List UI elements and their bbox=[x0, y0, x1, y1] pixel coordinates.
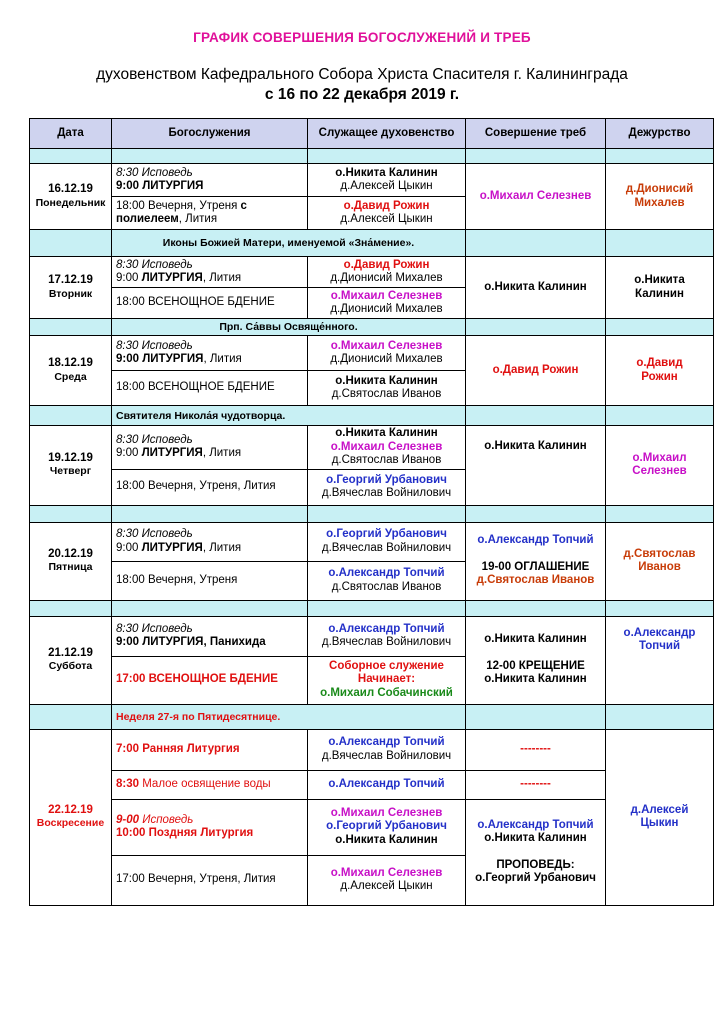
service-cell: 18:00 Вечерня, Утреня bbox=[112, 561, 308, 600]
service-cell: 18:00 Вечерня, Утреня, Лития bbox=[112, 469, 308, 505]
service-text: полиелеем bbox=[116, 213, 179, 225]
date: 19.12.19 bbox=[48, 451, 93, 464]
separator-row bbox=[30, 600, 714, 616]
feast-label: Неделя 27-я по Пятидесятнице. bbox=[112, 704, 466, 729]
treby-cell bbox=[466, 799, 606, 905]
clergy-note: Соборное служение bbox=[329, 659, 444, 672]
feast-label: Святителя Никола́я чудотворца. bbox=[112, 406, 466, 426]
service-time: 8:30 Исповедь bbox=[116, 258, 193, 271]
treby-event: ПРОПОВЕДЬ: bbox=[496, 858, 575, 871]
service-cell: 7:00 Ранняя Литургия bbox=[112, 729, 308, 770]
separator-row bbox=[30, 505, 714, 522]
treby-name: о.Георгий Урбанович bbox=[475, 872, 596, 884]
sep-cell bbox=[606, 230, 714, 257]
duty-name: д.Святослав bbox=[623, 547, 696, 560]
date: 22.12.19 bbox=[48, 803, 93, 816]
treby-cell bbox=[466, 426, 606, 506]
clergy-cell: о.Александр Топчий bbox=[308, 770, 466, 799]
col-duty: Дежурство bbox=[606, 119, 714, 149]
treby-cell bbox=[466, 336, 606, 406]
treby-cell bbox=[466, 522, 606, 600]
clergy-name: д.Святослав Иванов bbox=[331, 388, 442, 400]
sep-cell bbox=[308, 505, 466, 522]
clergy-name: о.Никита Калинин bbox=[335, 427, 438, 439]
sep-cell bbox=[112, 149, 308, 164]
page-subtitle: духовенством Кафедрального Собора Христа Спасителя г. Калининграда bbox=[96, 66, 628, 83]
clergy-name: о.Михаил Селезнев bbox=[330, 806, 443, 819]
service-text: , Лития bbox=[178, 213, 218, 225]
clergy-cell bbox=[308, 561, 466, 600]
duty-name: о.Александр bbox=[623, 626, 696, 639]
sep-cell bbox=[606, 406, 714, 426]
clergy-name: о.Давид Рожин bbox=[343, 199, 430, 212]
treby-name: о.Михаил Селезнев bbox=[479, 189, 592, 202]
date-cell bbox=[30, 336, 112, 406]
sep-cell bbox=[466, 230, 606, 257]
clergy-cell bbox=[308, 288, 466, 319]
sep-cell bbox=[30, 319, 112, 336]
service-time: 8:30 Исповедь bbox=[116, 528, 193, 540]
weekday: Суббота bbox=[48, 660, 93, 672]
clergy-cell bbox=[308, 469, 466, 505]
clergy-name: д.Алексей Цыкин bbox=[340, 180, 433, 192]
date: 18.12.19 bbox=[48, 357, 93, 369]
col-clergy: Служащее духовенство bbox=[308, 119, 466, 149]
sep-cell bbox=[30, 704, 112, 729]
weekday: Воскресение bbox=[36, 817, 105, 829]
clergy-name: о.Михаил Собачинский bbox=[320, 686, 453, 699]
col-date: Дата bbox=[30, 119, 112, 149]
sep-cell bbox=[466, 319, 606, 336]
clergy-name: о.Георгий Урбанович bbox=[326, 528, 447, 540]
service-cell bbox=[112, 616, 308, 656]
clergy-name: о.Георгий Урбанович bbox=[326, 820, 447, 833]
feast-label: Иконы Божией Матери, именуемой «Зна́мение». bbox=[112, 230, 466, 257]
clergy-name: о.Михаил Селезнев bbox=[330, 289, 443, 302]
sep-cell bbox=[606, 319, 714, 336]
service-time: 8:30 Исповедь bbox=[116, 433, 193, 446]
day-row bbox=[30, 522, 714, 561]
weekday: Понедельник bbox=[35, 196, 106, 209]
service-cell: 17:00 Вечерня, Утреня, Лития bbox=[112, 855, 308, 905]
day-row bbox=[30, 257, 714, 288]
treby-name: о.Давид Рожин bbox=[492, 363, 579, 376]
treby-cell: -------- bbox=[466, 770, 606, 799]
feast-label: Прп. Са́ввы Освяще́нного. bbox=[112, 319, 466, 336]
duty-name: Иванов bbox=[638, 561, 681, 573]
sep-cell bbox=[30, 600, 112, 616]
treby-name: о.Никита Калинин bbox=[484, 633, 587, 646]
day-row bbox=[30, 729, 714, 770]
clergy-cell bbox=[308, 522, 466, 561]
sep-cell bbox=[466, 406, 606, 426]
sep-cell bbox=[112, 505, 308, 522]
clergy-name: о.Михаил Селезнев bbox=[330, 440, 443, 453]
duty-name: о.Михаил bbox=[632, 451, 687, 464]
date: 20.12.19 bbox=[48, 547, 93, 560]
service-time: 8:30 Исповедь bbox=[116, 166, 193, 179]
treby-event: 19-00 ОГЛАШЕНИЕ bbox=[481, 560, 590, 573]
date-cell bbox=[30, 616, 112, 704]
clergy-note: Начинает: bbox=[357, 673, 416, 686]
duty-cell bbox=[606, 164, 714, 230]
day-row bbox=[30, 164, 714, 197]
date-cell bbox=[30, 522, 112, 600]
service-cell: 18:00 ВСЕНОЩНОЕ БДЕНИЕ bbox=[112, 288, 308, 319]
clergy-name: д.Дионисий Михалев bbox=[330, 272, 443, 284]
date: 16.12.19 bbox=[48, 183, 93, 195]
service-cell: 8:30 Исповедь 9:00 ЛИТУРГИЯ, Лития bbox=[112, 336, 308, 371]
treby-cell: -------- bbox=[466, 729, 606, 770]
feast-row bbox=[30, 319, 714, 336]
clergy-name: д.Алексей Цыкин bbox=[340, 880, 433, 892]
sep-cell bbox=[30, 406, 112, 426]
clergy-name: д.Вячеслав Войнилович bbox=[321, 487, 452, 499]
day-row bbox=[30, 336, 714, 371]
date: 17.12.19 bbox=[48, 274, 93, 286]
page-period: с 16 по 22 декабря 2019 г. bbox=[264, 86, 460, 103]
clergy-name: о.Александр Топчий bbox=[328, 567, 445, 579]
clergy-name: д.Дионисий Михалев bbox=[330, 353, 443, 365]
duty-cell bbox=[606, 616, 714, 704]
sep-cell bbox=[30, 149, 112, 164]
clergy-name: о.Александр Топчий bbox=[328, 622, 445, 635]
service-text: 18:00 Вечерня, Утреня bbox=[116, 199, 241, 212]
duty-name: о.Никита bbox=[634, 274, 685, 286]
duty-name: Топчий bbox=[638, 640, 681, 652]
clergy-cell bbox=[308, 197, 466, 230]
sep-cell bbox=[30, 505, 112, 522]
clergy-name: о.Александр Топчий bbox=[328, 736, 445, 748]
col-services: Богослужения bbox=[112, 119, 308, 149]
duty-cell bbox=[606, 729, 714, 905]
sep-cell bbox=[606, 149, 714, 164]
clergy-name: д.Святослав Иванов bbox=[331, 454, 442, 466]
header-row bbox=[30, 119, 714, 149]
clergy-name: о.Давид Рожин bbox=[343, 258, 430, 271]
clergy-name: д.Вячеслав Войнилович bbox=[321, 636, 452, 648]
weekday: Вторник bbox=[48, 287, 93, 300]
date-cell bbox=[30, 164, 112, 230]
date-cell bbox=[30, 426, 112, 506]
clergy-name: д.Алексей Цыкин bbox=[340, 213, 433, 225]
date-cell bbox=[30, 257, 112, 319]
treby-cell bbox=[466, 257, 606, 319]
weekday: Среда bbox=[54, 370, 87, 383]
feast-row bbox=[30, 230, 714, 257]
duty-name: Михалев bbox=[634, 196, 685, 209]
service-text: с bbox=[240, 199, 247, 212]
day-row bbox=[30, 616, 714, 656]
clergy-cell bbox=[308, 426, 466, 470]
schedule-table bbox=[29, 118, 714, 906]
duty-name: о.Давид bbox=[636, 357, 683, 369]
treby-name: о.Никита Калинин bbox=[484, 673, 587, 686]
service-cell bbox=[112, 164, 308, 197]
clergy-name: о.Никита Калинин bbox=[335, 374, 438, 387]
sep-cell bbox=[606, 505, 714, 522]
duty-name: Калинин bbox=[635, 287, 684, 300]
sep-cell bbox=[466, 704, 606, 729]
treby-name: д.Святослав Иванов bbox=[476, 574, 595, 587]
sep-cell bbox=[30, 230, 112, 257]
page-title: ГРАФИК СОВЕРШЕНИЯ БОГОСЛУЖЕНИЙ И ТРЕБ bbox=[193, 30, 531, 45]
sep-cell bbox=[308, 600, 466, 616]
treby-name: о.Александр Топчий bbox=[477, 818, 594, 831]
clergy-name: о.Михаил Селезнев bbox=[330, 866, 443, 879]
day-row bbox=[30, 426, 714, 470]
sep-cell bbox=[466, 149, 606, 164]
clergy-cell bbox=[308, 656, 466, 704]
clergy-name: д.Дионисий Михалев bbox=[330, 303, 443, 315]
service-time: 8:30 Исповедь bbox=[116, 622, 193, 635]
duty-name: Рожин bbox=[641, 370, 678, 383]
sep-cell bbox=[606, 600, 714, 616]
clergy-name: о.Никита Калинин bbox=[335, 166, 438, 179]
clergy-cell bbox=[308, 855, 466, 905]
clergy-cell bbox=[308, 257, 466, 288]
duty-cell bbox=[606, 522, 714, 600]
sep-cell bbox=[606, 704, 714, 729]
treby-name: о.Александр Топчий bbox=[477, 534, 594, 547]
service-cell: 17:00 ВСЕНОЩНОЕ БДЕНИЕ bbox=[112, 656, 308, 704]
weekday: Четверг bbox=[49, 465, 92, 478]
service-cell: 9-00 Исповедь 10:00 Поздняя Литургия bbox=[112, 799, 308, 855]
feast-row bbox=[30, 406, 714, 426]
duty-cell bbox=[606, 336, 714, 406]
duty-name: Селезнев bbox=[632, 465, 687, 478]
treby-name: о.Никита Калинин bbox=[484, 440, 587, 452]
col-treby: Совершение треб bbox=[466, 119, 606, 149]
clergy-name: о.Никита Калинин bbox=[335, 833, 438, 846]
treby-cell bbox=[466, 164, 606, 230]
date-cell bbox=[30, 729, 112, 905]
duty-cell bbox=[606, 257, 714, 319]
treby-cell bbox=[466, 616, 606, 704]
sep-cell bbox=[112, 600, 308, 616]
duty-name: д.Алексей bbox=[630, 803, 689, 816]
clergy-name: д.Вячеслав Войнилович bbox=[321, 749, 452, 762]
date: 21.12.19 bbox=[48, 646, 93, 659]
duty-cell bbox=[606, 426, 714, 506]
clergy-name: д.Вячеслав Войнилович bbox=[321, 541, 452, 554]
service-time: 8:30 Исповедь bbox=[116, 339, 193, 352]
clergy-cell bbox=[308, 336, 466, 371]
treby-name: о.Никита Калинин bbox=[484, 280, 587, 293]
feast-row bbox=[30, 704, 714, 729]
clergy-name: о.Георгий Урбанович bbox=[326, 473, 447, 486]
sep-cell bbox=[308, 149, 466, 164]
separator-row bbox=[30, 149, 714, 164]
service-cell: 8:30 Малое освящение воды bbox=[112, 770, 308, 799]
duty-name: Цыкин bbox=[640, 817, 679, 829]
clergy-cell bbox=[308, 616, 466, 656]
clergy-name: о.Михаил Селезнев bbox=[330, 339, 443, 352]
service-name: 9:00 ЛИТУРГИЯ bbox=[116, 180, 204, 192]
sep-cell bbox=[466, 600, 606, 616]
service-cell bbox=[112, 197, 308, 230]
clergy-cell bbox=[308, 729, 466, 770]
treby-name: о.Никита Калинин bbox=[484, 832, 587, 844]
service-cell: 8:30 Исповедь 9:00 ЛИТУРГИЯ, Лития bbox=[112, 257, 308, 288]
weekday: Пятница bbox=[48, 561, 93, 573]
service-cell: 18:00 ВСЕНОЩНОЕ БДЕНИЕ bbox=[112, 371, 308, 406]
service-cell: 8:30 Исповедь 9:00 ЛИТУРГИЯ, Лития bbox=[112, 522, 308, 561]
clergy-name: д.Святослав Иванов bbox=[331, 580, 442, 593]
treby-event: 12-00 КРЕЩЕНИЕ bbox=[486, 659, 585, 672]
service-cell: 8:30 Исповедь 9:00 ЛИТУРГИЯ, Лития bbox=[112, 426, 308, 470]
sep-cell bbox=[466, 505, 606, 522]
clergy-cell bbox=[308, 799, 466, 855]
clergy-cell bbox=[308, 164, 466, 197]
clergy-cell bbox=[308, 371, 466, 406]
service-name: 9:00 ЛИТУРГИЯ, Панихида bbox=[116, 636, 266, 648]
duty-name: д.Дионисий bbox=[625, 183, 694, 195]
